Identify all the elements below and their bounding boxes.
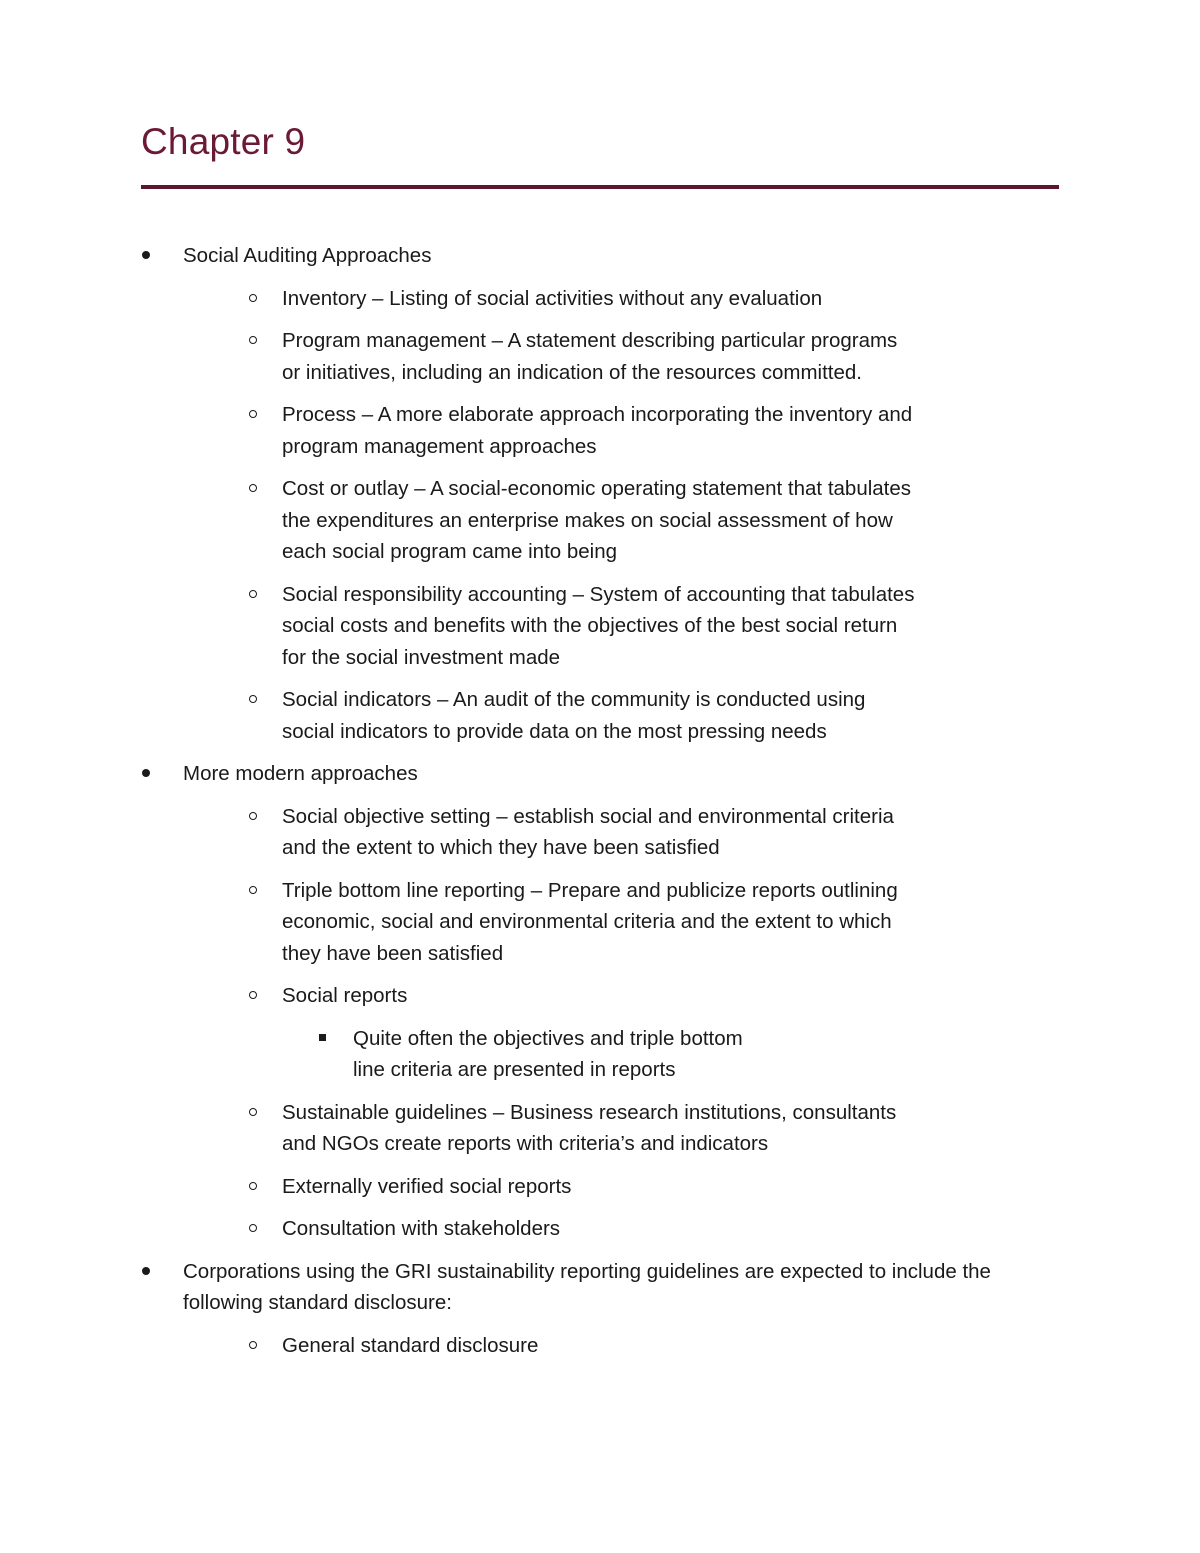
title-divider [141,185,1059,189]
list-item-text: Corporations using the GRI sustainability reporting guidelines are expected to include the following standard disclosure: [183,1259,991,1314]
list-item-text: Triple bottom line reporting – Prepare and publicize reports outlining economic, social and environmental criteria and the extent to which they have been satisfied [282,878,898,965]
chapter-title: Chapter 9 [141,121,306,162]
list-item-text: General standard disclosure [282,1333,539,1357]
list-item-text: Quite often the objectives and triple bottom line criteria are presented in reports [353,1026,743,1081]
list-item-social-indicators [0,684,1060,747]
list-item-text: Cost or outlay – A social-economic operating statement that tabulates the expenditures an enterprise makes on social assessment of how each social program came into being [282,477,912,563]
list-item-social-responsibility-accounting [0,579,1060,674]
sublist [183,801,1060,1245]
square-bullet-icon [319,1034,326,1041]
filled-bullet-icon [142,251,150,259]
list-item-text: Sustainable guidelines – Business research institutions, consultants and NGOs create reports with criteria’s and indicators [282,1100,897,1155]
list-item-consultation-with-stakeholders [0,1213,1060,1245]
outline-list [0,240,1200,1372]
list-item-inventory [0,283,1060,315]
list-item-social-auditing-approaches [0,240,1200,747]
hollow-bullet-icon [249,410,257,418]
hollow-bullet-icon [249,590,257,598]
list-item-objectives-presented-in-reports [0,1023,920,1086]
list-item-text: Social indicators – An audit of the community is conducted using social indicators to provide data on the most pressing needs [282,688,866,743]
hollow-bullet-icon [249,1108,257,1116]
hollow-bullet-icon [249,812,257,820]
list-item-process [0,399,1060,462]
list-item-externally-verified-social-reports [0,1171,1060,1203]
list-item-program-management [0,325,1060,388]
list-item-text: Social Auditing Approaches [183,244,432,267]
hollow-bullet-icon [249,336,257,344]
list-item-general-standard-disclosure [0,1330,1060,1362]
list-item-triple-bottom-line-reporting [0,875,1060,970]
hollow-bullet-icon [249,1341,257,1349]
list-item-social-objective-setting [0,801,1060,864]
hollow-bullet-icon [249,1224,257,1232]
sublist [183,283,1060,748]
sublist [282,1023,920,1086]
sublist [183,1330,1060,1362]
list-item-text: Inventory – Listing of social activities without any evaluation [282,286,823,310]
list-item-text: Program management – A statement describing particular programs or initiatives, including an indication of the resources committed. [282,329,898,384]
list-item-more-modern-approaches [0,758,1200,1245]
list-item-text: Social reports [282,984,408,1007]
list-item-text: Social objective setting – establish social and environmental criteria and the extent to which they have been satisfied [282,804,894,859]
hollow-bullet-icon [249,991,257,999]
list-item-text: Social responsibility accounting – System of accounting that tabulates social costs and benefits with the objectives of the best social return for the social investment made [282,582,915,669]
hollow-bullet-icon [249,1182,257,1190]
list-item-gri-guidelines [0,1256,1200,1362]
list-item-sustainable-guidelines [0,1097,1060,1160]
list-item-text: Externally verified social reports [282,1174,572,1198]
hollow-bullet-icon [249,695,257,703]
list-item-text: More modern approaches [183,762,418,785]
list-item-text: Process – A more elaborate approach incorporating the inventory and program management approaches [282,403,913,458]
list-item-social-reports [0,980,1060,1086]
hollow-bullet-icon [249,294,257,302]
list-item-cost-or-outlay [0,473,1060,568]
hollow-bullet-icon [249,886,257,894]
filled-bullet-icon [142,769,150,777]
hollow-bullet-icon [249,484,257,492]
list-item-text: Consultation with stakeholders [282,1217,561,1240]
filled-bullet-icon [142,1267,150,1275]
